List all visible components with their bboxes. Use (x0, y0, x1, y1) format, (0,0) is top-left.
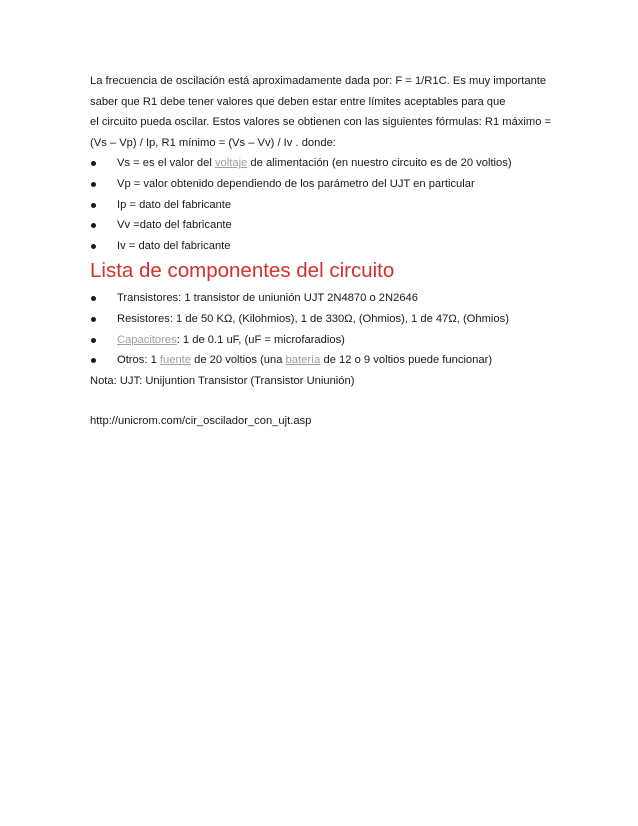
blank-line (90, 391, 560, 411)
list-item-capacitors (90, 330, 560, 351)
bullet-icon (91, 161, 96, 166)
list-item-vp (90, 174, 560, 195)
vv-text: Vv =dato del fabricante (117, 219, 232, 232)
intro-line: el circuito pueda oscilar. Estos valores se obtienen con las siguientes fórmulas: R1 máximo = (90, 116, 552, 129)
bullet-icon (91, 203, 96, 208)
ip-text: Ip = dato del fabricante (117, 198, 232, 211)
others-text-middle: de 20 voltios (una (191, 354, 286, 367)
parameter-list (90, 153, 560, 256)
bullet-icon (91, 338, 96, 343)
components-list (90, 288, 560, 370)
others-text-after: de 12 o 9 voltios puede funcionar) (320, 354, 493, 367)
components-heading: Lista de componentes del circuito (90, 259, 395, 283)
bullet-icon (91, 182, 96, 187)
list-item-ip (90, 195, 560, 216)
list-item-others (90, 350, 560, 371)
intro-paragraph (90, 71, 560, 153)
list-item-iv (90, 236, 560, 257)
resistors-text: Resistores: 1 de 50 KΩ, (Kilohmios), 1 de 330Ω, (Ohmios), 1 de 47Ω, (Ohmios) (117, 312, 509, 325)
fuente-link[interactable]: fuente (159, 354, 192, 367)
vs-text-before: Vs = es el valor del (117, 157, 215, 170)
vp-text: Vp = valor obtenido dependiendo de los parámetro del UJT en particular (117, 177, 475, 190)
document-content (90, 71, 560, 432)
bateria-link[interactable]: batería (285, 354, 321, 367)
bullet-icon (91, 317, 96, 322)
vs-text-after: de alimentación (en nuestro circuito es de 20 voltios) (247, 157, 512, 170)
capacitors-text: : 1 de 0.1 uF, (uF = microfaradios) (176, 333, 345, 346)
bullet-icon (91, 296, 96, 301)
list-item-vv (90, 215, 560, 236)
bullet-icon (91, 223, 96, 228)
bullet-icon (91, 358, 96, 363)
bullet-icon (91, 244, 96, 249)
intro-line: saber que R1 debe tener valores que deben estar entre límites aceptables para que (90, 95, 506, 108)
list-item-resistors (90, 309, 560, 330)
intro-line: La frecuencia de oscilación está aproximadamente dada por: F = 1/R1C. Es muy importante (90, 75, 547, 87)
voltaje-link[interactable]: voltaje (214, 157, 248, 170)
others-text-before: Otros: 1 (117, 354, 160, 367)
source-url: http://unicrom.com/cir_oscilador_con_ujt.asp (90, 415, 312, 428)
intro-line: (Vs – Vp) / Ip, R1 mínimo = (Vs – Vv) / Iv . donde: (90, 136, 336, 149)
transistors-text: Transistores: 1 transistor de uniunión UJT 2N4870 o 2N2646 (117, 292, 418, 305)
iv-text: Iv = dato del fabricante (117, 239, 231, 252)
list-item-vs (90, 153, 560, 174)
list-item-transistors (90, 288, 560, 309)
note-text: Nota: UJT: Unijuntion Transistor (Transistor Uniunión) (90, 374, 355, 387)
capacitores-link[interactable]: Capacitores (117, 333, 177, 346)
